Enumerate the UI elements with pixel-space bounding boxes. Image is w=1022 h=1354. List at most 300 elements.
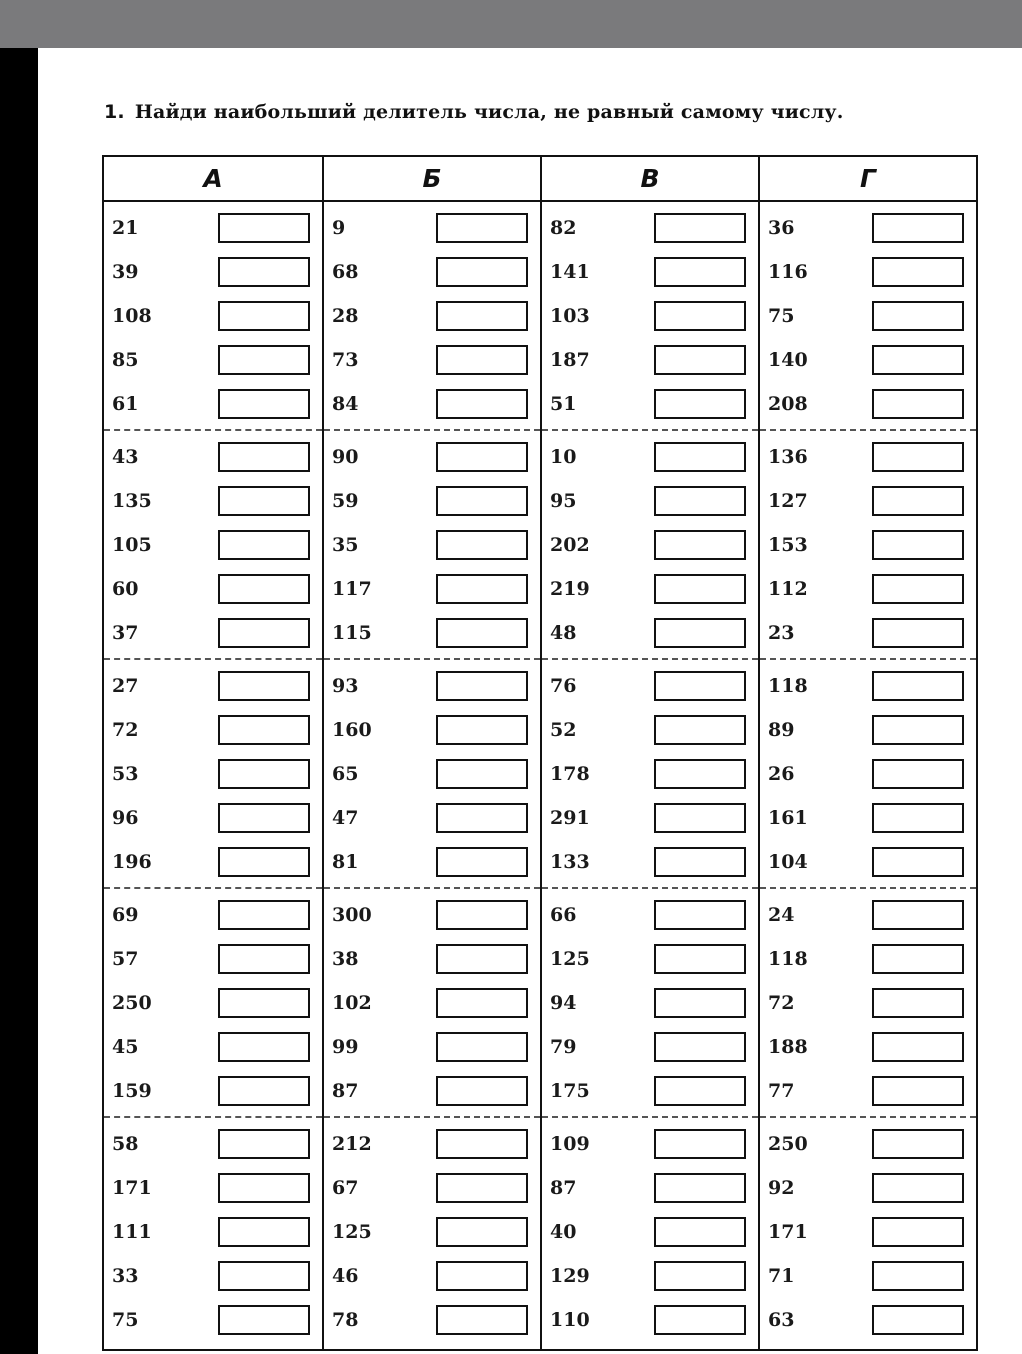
exercise-row xyxy=(760,983,976,1027)
exercise-row xyxy=(324,525,540,569)
task-number: 1. xyxy=(104,101,125,123)
exercise-row xyxy=(104,1027,322,1071)
number-label: 47 xyxy=(332,807,359,829)
exercise-row xyxy=(760,710,976,754)
answer-box[interactable] xyxy=(218,671,310,701)
exercise-row xyxy=(104,710,322,754)
number-label: 202 xyxy=(550,534,590,556)
number-label: 76 xyxy=(550,675,577,697)
answer-box[interactable] xyxy=(218,257,310,287)
exercise-row xyxy=(324,252,540,296)
exercise-row xyxy=(104,569,322,613)
exercise-row xyxy=(760,754,976,798)
number-label: 63 xyxy=(768,1309,795,1331)
number-label: 219 xyxy=(550,578,590,600)
number-label: 125 xyxy=(550,948,590,970)
exercise-row xyxy=(542,613,758,657)
number-label: 61 xyxy=(112,393,139,415)
answer-box[interactable] xyxy=(654,1129,746,1159)
answer-box[interactable] xyxy=(436,988,528,1018)
answer-box[interactable] xyxy=(218,1076,310,1106)
exercise-row xyxy=(104,384,322,428)
row-group xyxy=(760,431,976,660)
answer-box[interactable] xyxy=(436,486,528,516)
number-label: 300 xyxy=(332,904,372,926)
number-label: 75 xyxy=(768,305,795,327)
answer-box[interactable] xyxy=(872,389,964,419)
answer-box[interactable] xyxy=(654,988,746,1018)
answer-box[interactable] xyxy=(654,257,746,287)
answer-box[interactable] xyxy=(218,345,310,375)
number-label: 118 xyxy=(768,675,808,697)
answer-box[interactable] xyxy=(872,1217,964,1247)
exercise-row xyxy=(542,983,758,1027)
number-label: 95 xyxy=(550,490,577,512)
answer-box[interactable] xyxy=(654,1217,746,1247)
answer-box[interactable] xyxy=(872,442,964,472)
exercise-row xyxy=(104,437,322,481)
column-header: Г xyxy=(760,157,976,202)
answer-box[interactable] xyxy=(436,530,528,560)
number-label: 27 xyxy=(112,675,139,697)
answer-box[interactable] xyxy=(654,944,746,974)
number-label: 77 xyxy=(768,1080,795,1102)
number-label: 73 xyxy=(332,349,359,371)
answer-box[interactable] xyxy=(872,803,964,833)
exercise-row xyxy=(542,437,758,481)
answer-box[interactable] xyxy=(872,530,964,560)
answer-box[interactable] xyxy=(654,1305,746,1335)
number-label: 153 xyxy=(768,534,808,556)
answer-box[interactable] xyxy=(436,1261,528,1291)
number-label: 53 xyxy=(112,763,139,785)
exercise-row xyxy=(324,1027,540,1071)
exercise-row xyxy=(324,1071,540,1115)
answer-box[interactable] xyxy=(436,213,528,243)
answer-box[interactable] xyxy=(436,1129,528,1159)
answer-box[interactable] xyxy=(218,530,310,560)
exercise-row xyxy=(104,895,322,939)
answer-box[interactable] xyxy=(218,803,310,833)
number-label: 43 xyxy=(112,446,139,468)
exercise-row xyxy=(542,710,758,754)
answer-box[interactable] xyxy=(218,1129,310,1159)
answer-box[interactable] xyxy=(436,345,528,375)
number-label: 26 xyxy=(768,763,795,785)
number-label: 133 xyxy=(550,851,590,873)
worksheet xyxy=(38,48,1022,1354)
exercise-row xyxy=(542,895,758,939)
answer-box[interactable] xyxy=(436,442,528,472)
answer-box[interactable] xyxy=(436,1032,528,1062)
number-label: 87 xyxy=(550,1177,577,1199)
exercise-row xyxy=(542,939,758,983)
answer-box[interactable] xyxy=(872,759,964,789)
exercise-row xyxy=(104,983,322,1027)
number-label: 250 xyxy=(112,992,152,1014)
answer-box[interactable] xyxy=(654,847,746,877)
answer-box[interactable] xyxy=(872,944,964,974)
exercise-row xyxy=(542,208,758,252)
number-label: 160 xyxy=(332,719,372,741)
exercise-row xyxy=(542,1071,758,1115)
exercise-row xyxy=(760,1168,976,1212)
row-group xyxy=(542,431,758,660)
column-4 xyxy=(758,157,976,1349)
answer-box[interactable] xyxy=(218,574,310,604)
number-label: 46 xyxy=(332,1265,359,1287)
number-label: 90 xyxy=(332,446,359,468)
exercise-row xyxy=(324,296,540,340)
answer-box[interactable] xyxy=(218,759,310,789)
exercise-row xyxy=(104,296,322,340)
answer-box[interactable] xyxy=(872,1032,964,1062)
number-label: 175 xyxy=(550,1080,590,1102)
row-group xyxy=(104,202,322,431)
row-group xyxy=(104,889,322,1118)
answer-box[interactable] xyxy=(654,1076,746,1106)
answer-box[interactable] xyxy=(436,900,528,930)
number-label: 111 xyxy=(112,1221,152,1243)
answer-box[interactable] xyxy=(436,715,528,745)
number-label: 250 xyxy=(768,1133,808,1155)
exercise-row xyxy=(760,1256,976,1300)
number-label: 135 xyxy=(112,490,152,512)
number-label: 196 xyxy=(112,851,152,873)
answer-box[interactable] xyxy=(872,988,964,1018)
exercise-row xyxy=(760,569,976,613)
answer-box[interactable] xyxy=(872,1173,964,1203)
answer-box[interactable] xyxy=(654,671,746,701)
number-label: 117 xyxy=(332,578,372,600)
exercise-row xyxy=(104,340,322,384)
number-label: 105 xyxy=(112,534,152,556)
answer-box[interactable] xyxy=(654,574,746,604)
answer-box[interactable] xyxy=(654,1032,746,1062)
exercise-row xyxy=(324,1300,540,1344)
number-label: 103 xyxy=(550,305,590,327)
answer-box[interactable] xyxy=(436,1076,528,1106)
exercise-row xyxy=(324,481,540,525)
answer-box[interactable] xyxy=(218,486,310,516)
exercise-row xyxy=(760,842,976,886)
answer-box[interactable] xyxy=(218,301,310,331)
exercise-row xyxy=(324,798,540,842)
row-group xyxy=(104,660,322,889)
answer-box[interactable] xyxy=(218,618,310,648)
exercise-row xyxy=(104,939,322,983)
answer-box[interactable] xyxy=(654,389,746,419)
answer-box[interactable] xyxy=(872,486,964,516)
exercise-row xyxy=(104,842,322,886)
exercise-row xyxy=(542,842,758,886)
answer-box[interactable] xyxy=(872,257,964,287)
number-label: 72 xyxy=(112,719,139,741)
answer-box[interactable] xyxy=(436,1173,528,1203)
number-label: 57 xyxy=(112,948,139,970)
number-label: 9 xyxy=(332,217,346,239)
number-label: 116 xyxy=(768,261,808,283)
number-label: 36 xyxy=(768,217,795,239)
answer-box[interactable] xyxy=(436,944,528,974)
column-1 xyxy=(104,157,322,1349)
answer-box[interactable] xyxy=(872,618,964,648)
number-label: 291 xyxy=(550,807,590,829)
row-group xyxy=(324,431,540,660)
exercise-row xyxy=(542,798,758,842)
answer-box[interactable] xyxy=(654,759,746,789)
answer-box[interactable] xyxy=(872,671,964,701)
number-label: 33 xyxy=(112,1265,139,1287)
number-label: 104 xyxy=(768,851,808,873)
exercise-row xyxy=(542,481,758,525)
answer-box[interactable] xyxy=(872,301,964,331)
number-label: 71 xyxy=(768,1265,795,1287)
number-label: 79 xyxy=(550,1036,577,1058)
number-label: 39 xyxy=(112,261,139,283)
answer-box[interactable] xyxy=(436,389,528,419)
answer-box[interactable] xyxy=(872,715,964,745)
answer-box[interactable] xyxy=(436,301,528,331)
number-label: 82 xyxy=(550,217,577,239)
answer-box[interactable] xyxy=(872,1305,964,1335)
number-label: 89 xyxy=(768,719,795,741)
answer-box[interactable] xyxy=(872,900,964,930)
answer-box[interactable] xyxy=(436,574,528,604)
row-group xyxy=(760,660,976,889)
answer-box[interactable] xyxy=(218,389,310,419)
row-group xyxy=(760,1118,976,1347)
number-label: 23 xyxy=(768,622,795,644)
exercise-row xyxy=(760,252,976,296)
answer-box[interactable] xyxy=(654,301,746,331)
exercise-row xyxy=(760,895,976,939)
row-group xyxy=(324,202,540,431)
answer-box[interactable] xyxy=(436,803,528,833)
exercise-row xyxy=(324,208,540,252)
exercise-row xyxy=(542,1212,758,1256)
exercise-row xyxy=(542,666,758,710)
answer-box[interactable] xyxy=(218,213,310,243)
column-2 xyxy=(322,157,540,1349)
answer-box[interactable] xyxy=(218,1261,310,1291)
answer-box[interactable] xyxy=(872,847,964,877)
number-label: 24 xyxy=(768,904,795,926)
answer-box[interactable] xyxy=(218,847,310,877)
answer-box[interactable] xyxy=(872,574,964,604)
exercise-row xyxy=(104,525,322,569)
answer-box[interactable] xyxy=(218,900,310,930)
number-label: 85 xyxy=(112,349,139,371)
row-group xyxy=(760,889,976,1118)
answer-box[interactable] xyxy=(872,213,964,243)
number-label: 102 xyxy=(332,992,372,1014)
number-label: 188 xyxy=(768,1036,808,1058)
exercise-row xyxy=(542,252,758,296)
row-group xyxy=(542,202,758,431)
number-label: 112 xyxy=(768,578,808,600)
answer-box[interactable] xyxy=(436,671,528,701)
exercise-row xyxy=(324,1212,540,1256)
number-label: 129 xyxy=(550,1265,590,1287)
number-label: 93 xyxy=(332,675,359,697)
number-label: 81 xyxy=(332,851,359,873)
answer-box[interactable] xyxy=(872,1129,964,1159)
row-group xyxy=(542,889,758,1118)
exercise-row xyxy=(104,1212,322,1256)
task-text: Найди наибольший делитель числа, не равный самому числу. xyxy=(134,101,844,123)
exercise-row xyxy=(324,754,540,798)
answer-box[interactable] xyxy=(872,1076,964,1106)
answer-box[interactable] xyxy=(436,1217,528,1247)
exercise-row xyxy=(324,1124,540,1168)
number-label: 171 xyxy=(112,1177,152,1199)
number-label: 84 xyxy=(332,393,359,415)
column-header: В xyxy=(542,157,758,202)
top-bar xyxy=(0,0,1022,48)
answer-box[interactable] xyxy=(436,759,528,789)
exercise-row xyxy=(760,437,976,481)
exercise-row xyxy=(760,296,976,340)
answer-box[interactable] xyxy=(654,1173,746,1203)
number-label: 68 xyxy=(332,261,359,283)
exercise-row xyxy=(760,525,976,569)
number-label: 99 xyxy=(332,1036,359,1058)
answer-box[interactable] xyxy=(654,1261,746,1291)
exercise-row xyxy=(104,666,322,710)
answer-box[interactable] xyxy=(218,1173,310,1203)
answer-box[interactable] xyxy=(218,988,310,1018)
number-label: 171 xyxy=(768,1221,808,1243)
row-group xyxy=(324,889,540,1118)
exercise-row xyxy=(542,525,758,569)
exercise-row xyxy=(542,1256,758,1300)
exercise-row xyxy=(324,1168,540,1212)
exercise-row xyxy=(760,481,976,525)
exercise-row xyxy=(542,754,758,798)
answer-box[interactable] xyxy=(218,442,310,472)
answer-box[interactable] xyxy=(654,900,746,930)
exercise-row xyxy=(104,208,322,252)
exercise-row xyxy=(104,754,322,798)
number-label: 208 xyxy=(768,393,808,415)
number-label: 21 xyxy=(112,217,139,239)
exercise-row xyxy=(542,1300,758,1344)
exercise-row xyxy=(104,1168,322,1212)
answer-table xyxy=(102,155,978,1351)
row-group xyxy=(324,660,540,889)
number-label: 65 xyxy=(332,763,359,785)
exercise-row xyxy=(760,1300,976,1344)
row-group xyxy=(760,202,976,431)
number-label: 141 xyxy=(550,261,590,283)
column-header: А xyxy=(104,157,322,202)
answer-box[interactable] xyxy=(218,1032,310,1062)
answer-box[interactable] xyxy=(218,1305,310,1335)
exercise-row xyxy=(760,1124,976,1168)
exercise-row xyxy=(760,613,976,657)
exercise-row xyxy=(324,895,540,939)
answer-box[interactable] xyxy=(654,213,746,243)
number-label: 69 xyxy=(112,904,139,926)
exercise-row xyxy=(760,208,976,252)
number-label: 60 xyxy=(112,578,139,600)
number-label: 10 xyxy=(550,446,577,468)
answer-box[interactable] xyxy=(436,257,528,287)
number-label: 28 xyxy=(332,305,359,327)
number-label: 110 xyxy=(550,1309,590,1331)
exercise-row xyxy=(760,1212,976,1256)
answer-box[interactable] xyxy=(436,1305,528,1335)
column-3 xyxy=(540,157,758,1349)
number-label: 45 xyxy=(112,1036,139,1058)
exercise-row xyxy=(324,437,540,481)
exercise-row xyxy=(324,340,540,384)
answer-box[interactable] xyxy=(654,442,746,472)
number-label: 109 xyxy=(550,1133,590,1155)
exercise-row xyxy=(104,613,322,657)
answer-box[interactable] xyxy=(218,1217,310,1247)
exercise-row xyxy=(104,481,322,525)
number-label: 108 xyxy=(112,305,152,327)
exercise-row xyxy=(760,340,976,384)
exercise-row xyxy=(324,710,540,754)
answer-box[interactable] xyxy=(654,530,746,560)
number-label: 52 xyxy=(550,719,577,741)
exercise-row xyxy=(104,1124,322,1168)
number-label: 67 xyxy=(332,1177,359,1199)
row-group xyxy=(542,660,758,889)
answer-box[interactable] xyxy=(436,847,528,877)
exercise-row xyxy=(760,384,976,428)
number-label: 40 xyxy=(550,1221,577,1243)
number-label: 87 xyxy=(332,1080,359,1102)
number-label: 96 xyxy=(112,807,139,829)
task-title xyxy=(104,101,844,123)
number-label: 78 xyxy=(332,1309,359,1331)
exercise-row xyxy=(542,340,758,384)
answer-box[interactable] xyxy=(654,345,746,375)
row-group xyxy=(104,431,322,660)
exercise-row xyxy=(104,252,322,296)
answer-box[interactable] xyxy=(872,1261,964,1291)
answer-box[interactable] xyxy=(654,486,746,516)
exercise-row xyxy=(760,1027,976,1071)
number-label: 75 xyxy=(112,1309,139,1331)
answer-box[interactable] xyxy=(218,715,310,745)
number-label: 136 xyxy=(768,446,808,468)
exercise-row xyxy=(542,1027,758,1071)
number-label: 115 xyxy=(332,622,372,644)
row-group xyxy=(324,1118,540,1347)
exercise-row xyxy=(324,939,540,983)
answer-box[interactable] xyxy=(218,944,310,974)
answer-box[interactable] xyxy=(436,618,528,648)
exercise-row xyxy=(104,798,322,842)
exercise-row xyxy=(324,384,540,428)
number-label: 118 xyxy=(768,948,808,970)
exercise-row xyxy=(324,983,540,1027)
number-label: 38 xyxy=(332,948,359,970)
number-label: 92 xyxy=(768,1177,795,1199)
answer-box[interactable] xyxy=(654,618,746,648)
answer-box[interactable] xyxy=(654,715,746,745)
number-label: 127 xyxy=(768,490,808,512)
number-label: 58 xyxy=(112,1133,139,1155)
answer-box[interactable] xyxy=(654,803,746,833)
exercise-row xyxy=(542,1124,758,1168)
answer-box[interactable] xyxy=(872,345,964,375)
